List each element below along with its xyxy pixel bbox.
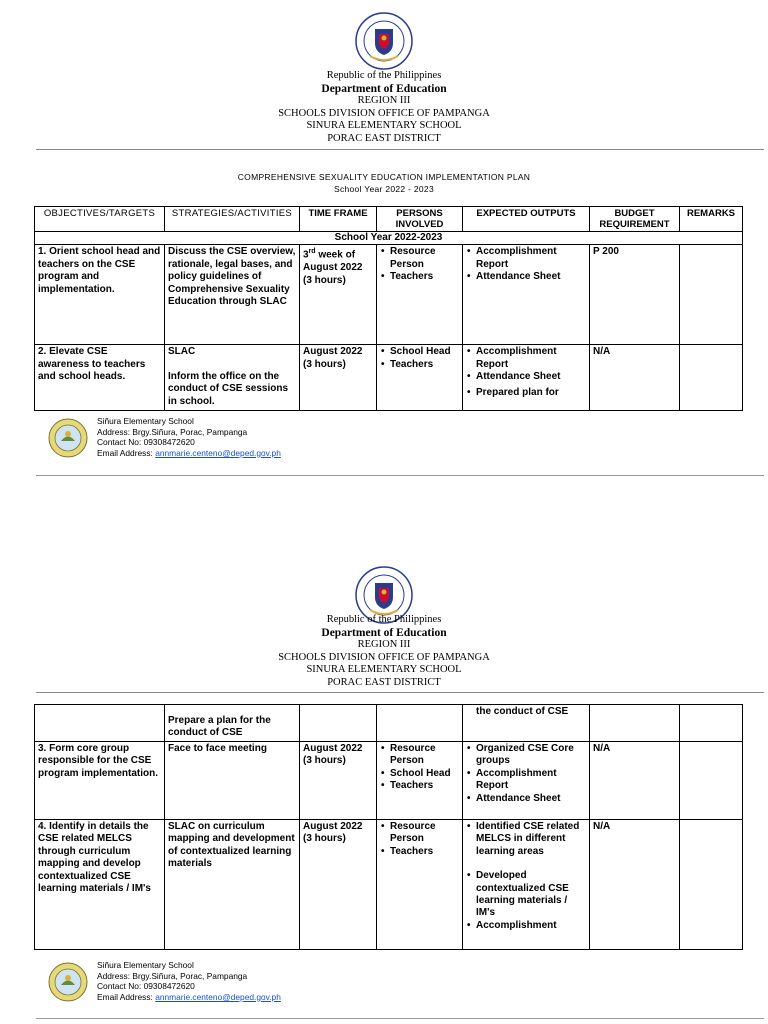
cont-strategy: Prepare a plan for the conduct of CSE — [165, 705, 300, 742]
row4-persons — [377, 820, 463, 950]
footer-address — [97, 971, 281, 982]
row2-time-frame: August 2022 (3 hours) — [300, 345, 377, 411]
republic-line: Republic of the Philippines — [326, 614, 442, 625]
footer-school-name: Siñura Elementary School — [97, 416, 194, 426]
footer-contact-value: 09308472620 — [143, 437, 195, 448]
row3-remarks — [680, 742, 743, 820]
row2-strategy-2: Inform the office on the conduct of CSE sessions in school. — [168, 370, 289, 407]
school-line: SINURA ELEMENTARY SCHOOL — [306, 120, 462, 132]
row4-output: • Identified CSE related MELCS in different learning areas — [476, 821, 586, 858]
row1-objective: 1. Orient school head and teachers on the CSE program and implementation. — [35, 245, 165, 345]
division-line: SCHOOLS DIVISION OFFICE OF PAMPANGA — [278, 107, 490, 119]
footer-contact-label: Contact No: — [97, 981, 144, 992]
implementation-plan-table-continued — [34, 704, 743, 950]
row3-strategy: Face to face meeting — [165, 742, 300, 820]
footer-info — [97, 960, 281, 1002]
col-objectives: OBJECTIVES/TARGETS — [35, 207, 165, 232]
cont-time-frame — [300, 705, 377, 742]
row3-output: • Accomplishment Report — [476, 768, 586, 793]
row2-output: • Attendance Sheet — [476, 371, 586, 383]
footer-contact-value: 09308472620 — [143, 981, 195, 992]
row4-outputs — [463, 820, 590, 950]
row4-person: • Resource Person — [390, 821, 459, 846]
footer-contact — [97, 981, 281, 992]
table-row — [35, 705, 743, 742]
row1-strategy: Discuss the CSE overview, rationale, legal bases, and policy guidelines of Comprehensive Sexuality Education through SLAC — [165, 245, 300, 345]
district-line: PORAC EAST DISTRICT — [327, 132, 441, 144]
email-link[interactable]: annmarie.centeno@deped.gov.ph — [155, 447, 281, 458]
republic-line: Republic of the Philippines — [326, 70, 442, 81]
row4-strategy: SLAC on curriculum mapping and development of contextualized learning materials — [165, 820, 300, 950]
footer-contact-label: Contact No: — [97, 437, 144, 448]
row1-budget: P 200 — [590, 245, 680, 345]
plan-title: COMPREHENSIVE SEXUALITY EDUCATION IMPLEMENTATION PLAN — [237, 172, 531, 182]
footer-address-label: Address: — [97, 970, 133, 981]
footer-email-label: Email Address: — [97, 991, 156, 1002]
row1-person: • Resource Person — [390, 246, 459, 271]
row3-budget: N/A — [590, 742, 680, 820]
row2-output: • Prepared plan for — [476, 387, 586, 399]
footer-email — [97, 992, 281, 1003]
row2-person: • Teachers — [390, 359, 459, 371]
row2-strategy-1: SLAC — [168, 346, 196, 358]
school-year-cell: School Year 2022-2023 — [35, 232, 743, 245]
row3-objective: 3. Form core group responsible for the CSE program implementation. — [35, 742, 165, 820]
footer-divider — [36, 1018, 764, 1019]
row3-person: • Teachers — [390, 780, 459, 792]
letterhead — [0, 614, 768, 690]
row4-person: • Teachers — [390, 846, 459, 858]
row4-output: • Accomplishment — [476, 920, 586, 932]
row4-objective: 4. Identify in details the CSE related MELCS through curriculum mapping and develop contextualized CSE learning materials / IM's — [35, 820, 165, 950]
row3-person: • School Head — [390, 768, 459, 780]
footer-address-label: Address: — [97, 426, 133, 437]
plan-school-year: School Year 2022 - 2023 — [333, 184, 434, 194]
row1-output: • Accomplishment Report — [476, 246, 586, 271]
row3-person: • Resource Person — [390, 743, 459, 768]
row3-outputs — [463, 742, 590, 820]
row2-output: • Accomplishment Report — [476, 346, 586, 371]
row4-time-frame: August 2022 (3 hours) — [300, 820, 377, 950]
region-line: REGION III — [357, 95, 411, 107]
col-time-frame: TIME FRAME — [300, 207, 377, 232]
footer-email-label: Email Address: — [97, 447, 156, 458]
school-line: SINURA ELEMENTARY SCHOOL — [306, 664, 462, 676]
row2-objective: 2. Elevate CSE awareness to teachers and school heads. — [35, 345, 165, 411]
footer — [48, 960, 768, 1010]
footer-address-value: Brgy.Siñura, Porac, Pampanga — [132, 426, 248, 437]
col-budget: BUDGET REQUIREMENT — [590, 207, 680, 232]
row3-output: • Organized CSE Core groups — [476, 743, 586, 768]
row1-person: • Teachers — [390, 271, 459, 283]
row1-time-rest: week of August 2022 (3 hours) — [303, 249, 363, 286]
header-divider — [36, 692, 764, 693]
row3-output: • Attendance Sheet — [476, 793, 586, 805]
footer-address-value: Brgy.Siñura, Porac, Pampanga — [132, 970, 248, 981]
cont-objective — [35, 705, 165, 742]
cont-remarks — [680, 705, 743, 742]
department-line: Department of Education — [321, 626, 447, 639]
col-outputs: EXPECTED OUTPUTS — [463, 207, 590, 232]
col-strategies: STRATEGIES/ACTIVITIES — [165, 207, 300, 232]
email-link[interactable]: annmarie.centeno@deped.gov.ph — [155, 991, 281, 1002]
footer-school-name: Siñura Elementary School — [97, 960, 194, 970]
table-row — [35, 820, 743, 950]
row1-output: • Attendance Sheet — [476, 271, 586, 283]
cont-output: the conduct of CSE — [463, 705, 590, 742]
row2-budget: N/A — [590, 345, 680, 411]
cont-persons — [377, 705, 463, 742]
table-row — [35, 742, 743, 820]
col-remarks: REMARKS — [680, 207, 743, 232]
row3-persons — [377, 742, 463, 820]
department-line: Department of Education — [321, 82, 447, 95]
division-line: SCHOOLS DIVISION OFFICE OF PAMPANGA — [278, 651, 490, 663]
school-logo-icon — [48, 962, 88, 1002]
district-line: PORAC EAST DISTRICT — [327, 676, 441, 688]
row1-time-sup: rd — [308, 248, 316, 256]
col-persons: PERSONS INVOLVED — [377, 207, 463, 232]
row2-person: • School Head — [390, 346, 459, 358]
region-line: REGION III — [357, 639, 411, 651]
cont-budget — [590, 705, 680, 742]
row4-remarks — [680, 820, 743, 950]
row4-output: • Developed contextualized CSE learning materials / IM's — [476, 870, 586, 920]
row3-time-frame: August 2022 (3 hours) — [300, 742, 377, 820]
row4-budget: N/A — [590, 820, 680, 950]
row1-time-num: 3 — [303, 249, 309, 261]
